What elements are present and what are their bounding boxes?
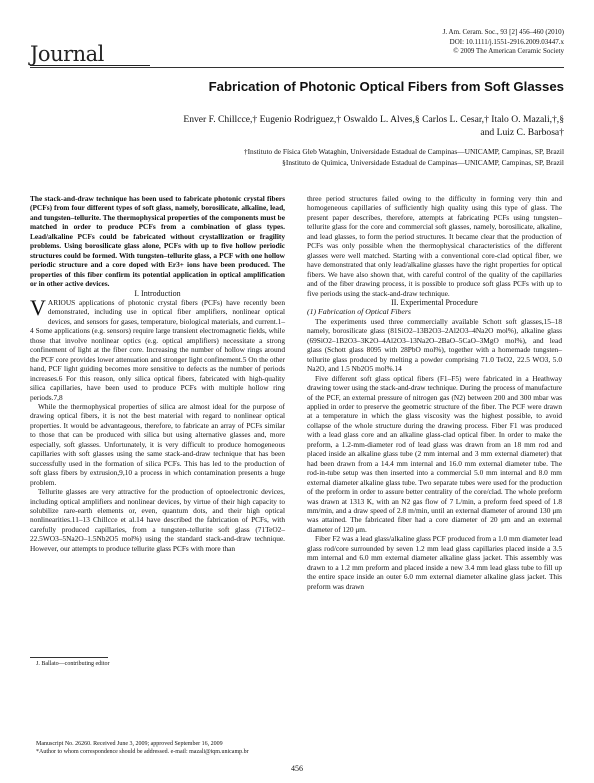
logo-rule <box>30 65 150 66</box>
right-column <box>307 194 562 591</box>
manuscript-note: Manuscript No. 26260. Received June 3, 2009; approved September 16, 2009 <box>36 741 223 747</box>
affiliation: §Instituto de Química, Universidade Estadual de Campinas—UNICAMP, Campinas, SP, Brazil <box>282 158 564 167</box>
paragraph: While the thermophysical properties of silica are almost ideal for the purpose of drawing optical fibers, it is not the best material with regard to nonlinear optical properties. It would be advantageous, therefore, to fabricate an array of PCFs similar to those that can be produced with silica but using alternative glasses and, more especially, soft glasses. Unfortunately, it is very difficult to produce homogeneous capillaries with soft glasses using the same stack-and-draw technique that has been successfully used in the formation of silica PCFs. This has led to the production of soft glass fibers by extrusion,9,10 a process in which contamination presents a huge problem. <box>30 401 285 487</box>
paragraph: three period structures failed owing to the difficulty in forming very thin and homogeneous capillaries of sufficiently high quality using this type of glass. The present paper describes, therefore, attempts at fabricating PCFs using tungsten–tellurite glass for the core and commercial soft glasses, namely, borosilicate, alkaline, and lead glasses, to form the period structures. It became clear that the production of PCFs was only possible when the thermophysical characteristics of the different glasses were well matched. Starting with a conventional core-clad optical fiber, we have demonstrated that only lead/alkaline glasses have the right properties for optical fibers. We have also shown that, with careful control of the quality of the capillaries and of the fiber drawing process, it is possible to produce soft glass PCFs with up to five periods using the stack-and-draw technique. <box>307 194 562 298</box>
citation-line: J. Am. Ceram. Soc., 93 [2] 456–460 (2010) <box>442 28 564 36</box>
page-number: 456 <box>291 764 303 773</box>
paragraph: Five different soft glass optical fibers (F1–F5) were fabricated in a Heathway drawing tower using the stack-and-draw technique. During the process of manufacture of the PCF, an external pressure of nitrogen gas (N2) between 200 and 300 mbar was applied in order to preserve the geometric structure of the fiber. The PCF were drawn at a temperature in which the glass viscosity was the highest possible, to avoid collapse of the whole structure during the drawing process. Fiber F1 was produced with a lead glass core and an alkaline glass-clad optical fiber. In order to make the preform, a 1.2-mm-diameter rod of lead glass was drawn from an 18 mm rod and placed inside an alkaline glass tube (2 mm internal and 3 mm external diameter) that had been drawn from a 14.4 mm internal and 16.0 mm external diameter tube. The rod-in-tube setup was then inserted into a commercial 5.0 mm internal and 8.0 mm external diameter alkaline glass tube. Two separate tubes were used for the production of the preform in order to assure better centrality of the core/clad. The whole preform was drawn at 1313 K, with an N2 gas flow of 7 L/min, a preform feed speed of 1.8 mm/min, and a draw speed of 2.8 m/min, until an external diameter of around 130 μm was attained. The fabricated fiber had a core diameter of 20 μm and an external diameter of 120 μm. <box>307 373 562 534</box>
journal-citation <box>344 28 564 57</box>
copyright-line: © 2009 The American Ceramic Society <box>453 47 564 55</box>
header-rule <box>30 67 564 68</box>
left-column <box>30 194 285 553</box>
author-line: and Luiz C. Barbosa† <box>480 127 564 138</box>
logo-text: ournal <box>37 42 104 66</box>
footnote-rule <box>30 657 108 658</box>
subsection-heading: (1) Fabrication of Optical Fibers <box>307 307 411 317</box>
author-line: Enver F. Chillcce,† Eugenio Rodriguez,† Oswaldo L. Alves,§ Carlos L. Cesar,† Italo O. Mazali,†,§ <box>183 114 564 125</box>
paragraph: Tellurite glasses are very attractive for the production of optoelectronic devices, including optical amplifiers and nonlinear devices, by virtue of their high capacity to solubilize rare-earth elements or, even, quantum dots, and their high optical nonlinearities.11–13 Chillcce et al.14 have described the fabrication of PCFs, with carefully produced capillaries, from a tungsten–tellurite soft glass (71TeO2–22.5WO3–5Na2O–1.5Nb2O5 mol%) using the standard stack-and-draw technique. However, our attempts to produce tellurite glass PCFs with more than <box>30 487 285 553</box>
paragraph: The experiments used three commercially available Schott soft glasses,15–18 namely, borosilicate glass (81SiO2–13B2O3–2Al2O3–4Na2O mol%), alkaline glass (69SiO2–1B2O3–3K2O–4Al2O3–13Na2O–2BaO–5CaO–3MgO mol%), and lead glass (Schott glass 8095 with 28PbO mol%), together with a homemade tungsten–tellurite glass produced by melting a powder comprising 71.0 TeO2, 22.5 WO3, 5.0 Na2O, and 1.5 Nb2O5 mol%.14 <box>307 316 562 374</box>
paper-title: Fabrication of Photonic Optical Fibers from Soft Glasses <box>208 79 564 94</box>
paragraph: Fiber F2 was a lead glass/alkaline glass PCF produced from a 1.0 mm diameter lead glass rod/core surrounded by seven 1.2 mm lead glass capillaries placed inside a 3.5 mm internal and 6.0 mm external diameter alkaline glass jacket. This assembly was drawn to a 1.2 mm preform and placed inside a new 3.4 mm lead glass tube to fill up the entire space inside an outer 6.0 mm external diameter alkaline glass jacket. This preform was drawn <box>307 534 562 591</box>
affiliation: †Instituto de Física Gleb Wataghin, Universidade Estadual de Campinas—UNICAMP, Campinas, SP, Brazil <box>243 147 564 156</box>
manuscript-footnotes <box>30 741 280 756</box>
drop-cap: V <box>30 294 46 320</box>
author-note: *Author to whom correspondence should be addressed. e-mail: mazali@iqm.unicamp.br <box>36 748 249 755</box>
affiliations <box>60 146 564 168</box>
section-heading: II. Experimental Procedure <box>391 297 478 307</box>
author-list <box>60 113 564 139</box>
section-heading: I. Introduction <box>134 288 181 298</box>
paragraph: VARIOUS applications of photonic crystal fibers (PCFs) have recently been demonstrated, including use in optical fiber amplifiers, nonlinear optical devices, and sensors for gases, temperature, biological materials, and current.1–4 Some applications (e.g. sensors) require large transient electromagnetic fields, while those that involve nonlinear optics (e.g. optical amplifiers) necessitate a strong confinement of light at the fiber core. Increasing the number of hollow rings around the PCF core provides lower attenuation and stronger light confinement.5 On the other hand, PCF light guiding becomes more sensitive to defects as the number of periods increases.6 For this reason, only silica optical fibers, fabricated with high-quality silica capillaries, have been used to produce PCFs with multiple hollow ring periods.7,8 <box>30 294 285 402</box>
logo-initial: J <box>30 42 38 66</box>
editor-footnote: J. Ballato—contributing editor <box>36 661 110 667</box>
abstract: The stack-and-draw technique has been used to fabricate photonic crystal fibers (PCFs) from four different types of soft glass, namely, borosilicate, alkaline, lead, and tungsten–tellurite. The thermophysical properties of the components must be matched in order to produce PCFs from a combination of glass types. Lead/alkaline PCFs could be fabricated without crystallization or fragility problems. Using borosilicate glass alone, PCFs with up to five hollow periodic structures could be formed. With tungsten–tellurite glass, a PCF with one hollow periodic structure and a core doped with Er3+ ions have been produced. The properties of this fiber confirm its potential application in optical amplification or in other active devices. <box>30 194 285 289</box>
doi-line: DOI: 10.1111/j.1551-2916.2009.03447.x <box>449 37 564 46</box>
